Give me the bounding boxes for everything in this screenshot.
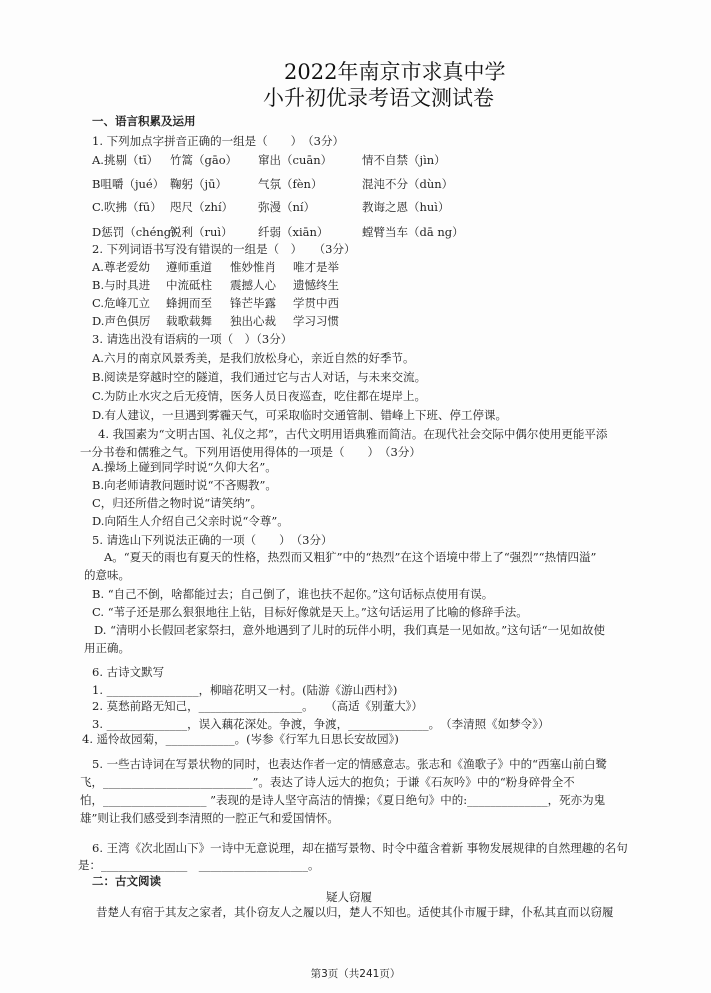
option: B咀嚼（jué） [92, 177, 165, 191]
option: 教诲之恩（huì） [362, 200, 450, 214]
q5-stem: 5. 请选山下列说法正确的一项（ ） （3分） [92, 533, 333, 547]
q5-option-c: C. “苇子还是那么狠狠地往上钻，目标好像就是天上。”这句话运用了比喻的修辞手法。 [92, 605, 528, 619]
option: 咫尺（zhí） [170, 200, 234, 214]
option: 锋芒毕露 [230, 296, 276, 310]
q5-option-d-line1: D. “清明小长假回老家祭扫，意外地遇到了儿时的玩伴小明，我们真是一见如故。”这句话“一见如故使 [94, 623, 606, 637]
option: 螳臂当车（dā ng） [362, 225, 464, 239]
q3-option-a: A.六月的南京风景秀美，是我们放松身心，亲近自然的好季节。 [92, 351, 415, 365]
option: 鞠躬（jū） [170, 177, 227, 191]
q5-option-d-line2: 用正确。 [84, 641, 130, 655]
q6-item-1: 1. ________________，柳暗花明又一村。(陆游《游山西村》) [92, 683, 398, 697]
q4-option-d: D.向陌生人介绍自己父亲时说“令尊”。 [92, 514, 289, 528]
q3-option-c: C.为防止水灾之后无疫情，医务人员日夜巡查，吃住都在堤岸上。 [92, 389, 427, 403]
option: 竹篙（gāo） [170, 153, 238, 167]
option: 蜂拥而至 [166, 296, 212, 310]
q4-option-a: A.操场上碰到同学时说“久仰大名”。 [92, 460, 277, 474]
option: B.与时具进 [92, 278, 151, 292]
q6-stem: 6. 古诗文默写 [92, 665, 165, 679]
title-line1: 2022年南京市求真中学 [284, 60, 506, 84]
option: 遵师重道 [166, 260, 212, 274]
option: C.吹拂（fū） [92, 200, 162, 214]
option: 学贯中西 [293, 296, 339, 310]
option: A.尊老爱幼 [92, 260, 150, 274]
option: D.声色俱厉 [92, 314, 151, 328]
section2-heading: 二：古文阅读 [92, 874, 161, 888]
q1-stem: 1. 下列加点字拼音正确的一组是（ ） （3分） [92, 134, 344, 148]
option: A.挑剔（tī） [92, 153, 159, 167]
q4-stem-line2: 一分书卷和儒雅之气。下列用语使用得体的一项是（ ） （3分） [80, 445, 421, 459]
option: 中流砥柱 [166, 278, 212, 292]
passage-line1: 昔楚人有宿于其友之家者，其仆窃友人之履以归，楚人不知也。适使其仆市履于肆，仆私其直而以窃履 [96, 905, 614, 919]
q3-stem: 3. 请选出没有语病的一项（ ）（3分） [92, 332, 293, 346]
q5-option-b: B. “自己不倒，啥都能过去；自己倒了，谁也扶不起你。”这句话标点使用有误。 [92, 587, 494, 601]
q5-option-a-line1: A。“夏天的雨也有夏天的性格，热烈而又粗犷”中的“热烈”在这个语境中带上了“强烈”“热情四溢” [104, 550, 597, 564]
q3-option-d: D.有人建议，一旦遇到雾霾天气，可采取临时交通管制、错峰上下班、停工停课。 [92, 408, 507, 422]
section1-heading: 一、语言积累及运用 [92, 114, 196, 128]
q6-p6-line2: 是：_______________ ___________________。 [78, 858, 320, 872]
q6-item-4: 4. 遥怜故园菊，____________。(岑参《行军九日思长安故园》) [82, 732, 399, 746]
q6-p5-line4: 雄”则让我们感受到李清照的一腔正气和爱国情怀。 [80, 811, 339, 825]
option: D惩罚（chéng） [92, 225, 183, 239]
option: 气氛（fèn） [258, 177, 323, 191]
option: 唯才是举 [293, 260, 339, 274]
option: 弥漫（ní） [258, 200, 316, 214]
option: 纤弱（xiān） [258, 225, 329, 239]
q4-option-c: C，归还所借之物时说“请笑纳”。 [92, 496, 263, 510]
q6-p6-line1: 6. 王湾《次北固山下》一诗中无意说理，却在描写景物、时令中蕴含着新 事物发展规律的自然理趣的名句 [92, 841, 628, 855]
option: 窜出（cuān） [258, 153, 333, 167]
option: C.危峰兀立 [92, 296, 151, 310]
passage-title: 疑人窃履 [326, 890, 372, 904]
option: 惟妙惟肖 [230, 260, 276, 274]
option: 遗憾终生 [293, 278, 339, 292]
option: 载歌载舞 [166, 314, 212, 328]
q6-p5-line3: 怕，__________________ ”表现的是诗人坚守高洁的情操；《夏日绝句》中的:______________，死亦为鬼 [80, 793, 606, 807]
q3-option-b: B.阅读是穿越时空的隧道，我们通过它与古人对话，与未来交流。 [92, 370, 427, 384]
option: 震撼人心 [230, 278, 276, 292]
q6-p5-line2: 飞，__________________________”。表达了诗人远大的抱负；于谦《石灰吟》中的“粉身碎骨全不 [80, 775, 575, 789]
q6-item-3: 3. ______________，误入藕花深处。争渡，争渡，______________。 （李清照《如梦令》） [92, 717, 550, 731]
q4-stem-line1: 4. 我国素为“文明古国、礼仪之邦”，古代文明用语典雅而简洁。在现代社会交际中偶尔使用更能平添 [98, 427, 608, 441]
page-footer: 第3页（共241页） [310, 968, 401, 980]
option: 学习习惯 [293, 314, 339, 328]
option: 锐利（ruì） [170, 225, 233, 239]
title-line2: 小升初优录考语文测试卷 [263, 86, 494, 110]
option: 混沌不分（dùn） [362, 177, 454, 191]
q6-item-2: 2. 莫愁前路无知己，__________________。 （高适《别董大》） [92, 699, 423, 713]
q5-option-a-line2: 的意味。 [84, 568, 130, 582]
q2-stem: 2. 下列词语书写没有错误的一组是（ ） （3分） [92, 242, 356, 256]
option: 情不自禁（jìn） [362, 153, 446, 167]
option: 独出心裁 [230, 314, 276, 328]
q6-p5-line1: 5. 一些古诗词在写景状物的同时，也表达作者一定的情感意志。张志和《渔歌子》中的“西塞山前白鹭 [92, 757, 608, 771]
q4-option-b: B.向老师请教问题时说“不吝赐教”。 [92, 478, 277, 492]
